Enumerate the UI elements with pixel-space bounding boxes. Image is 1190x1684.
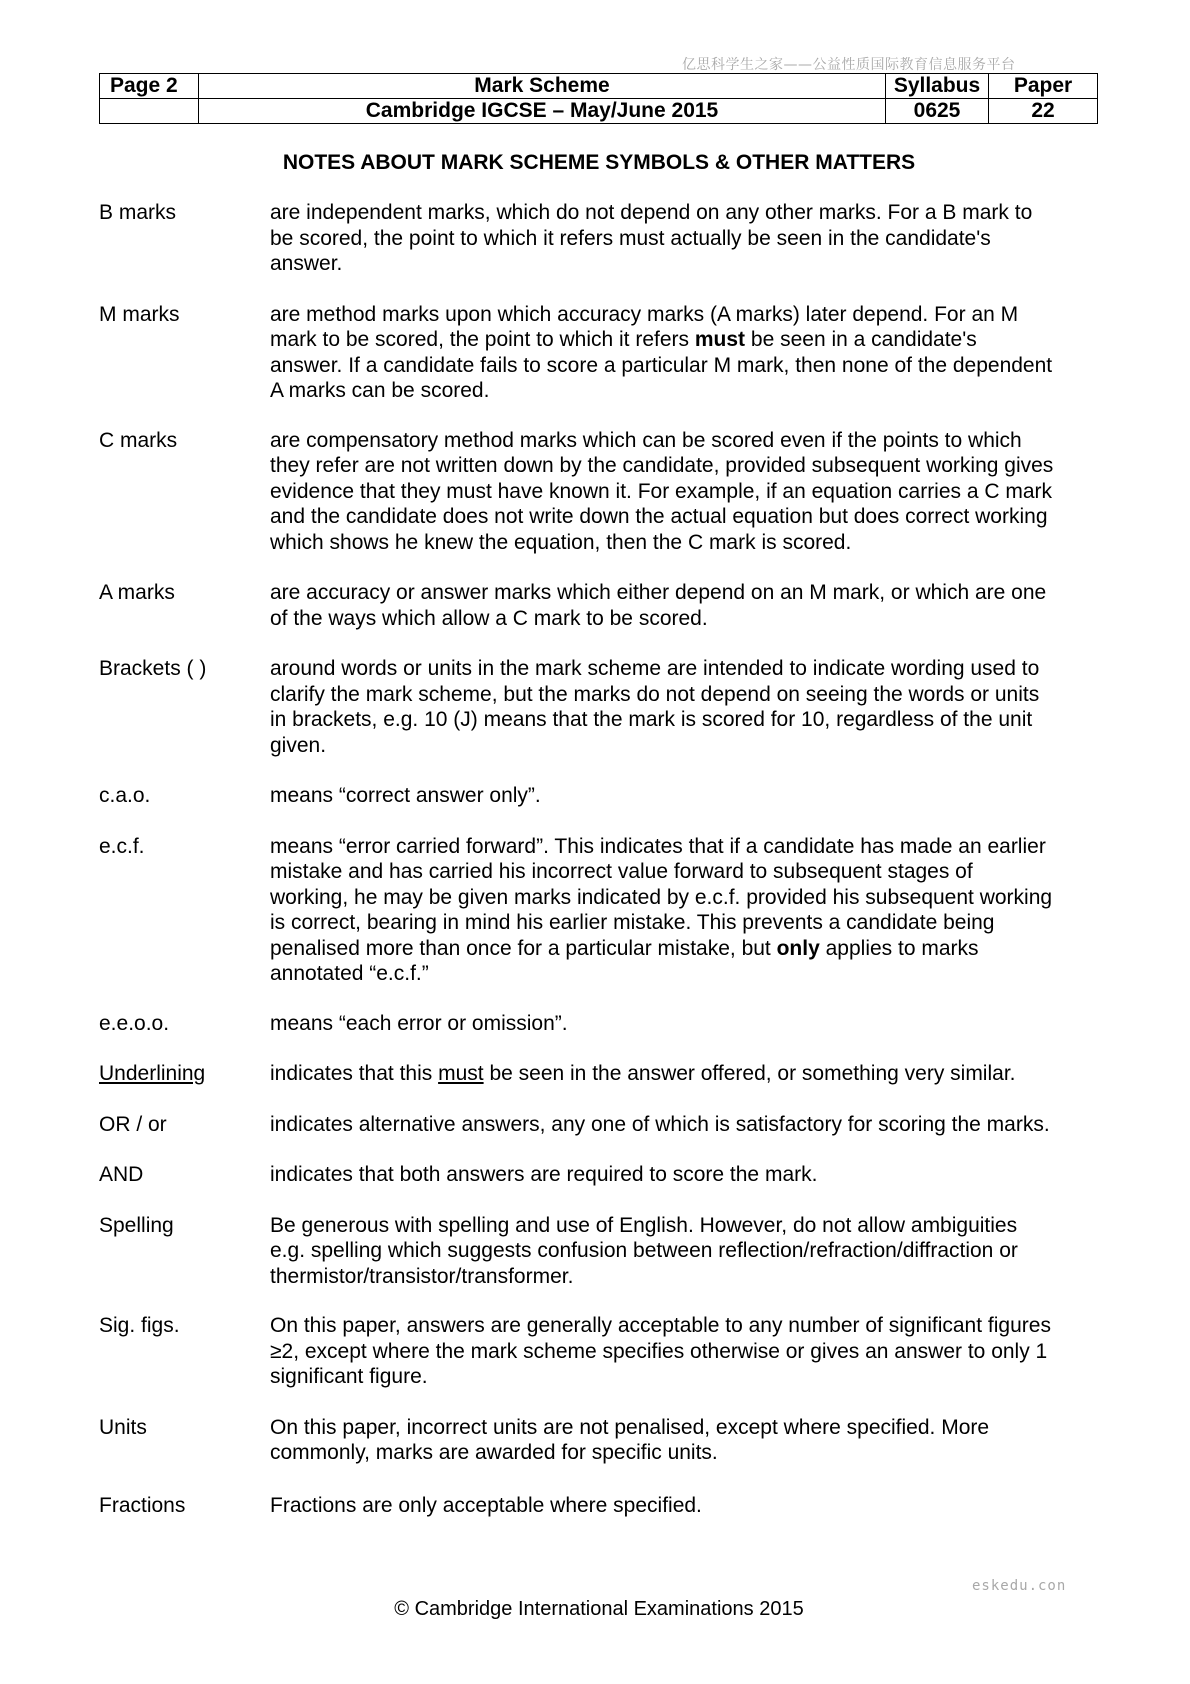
note-description bbox=[270, 1061, 1100, 1087]
note-description bbox=[270, 428, 1100, 556]
note-sig-figs bbox=[99, 1313, 1099, 1390]
note-b-marks bbox=[99, 200, 1099, 277]
note-description bbox=[270, 1162, 1100, 1188]
page-number: Page 2 bbox=[100, 74, 199, 99]
note-text: penalised more than once for a particular mistake, but bbox=[270, 936, 777, 960]
note-line: of the ways which allow a C mark to be scored. bbox=[270, 606, 708, 630]
note-line: means “each error or omission”. bbox=[270, 1011, 568, 1035]
paper-number: 22 bbox=[989, 99, 1098, 124]
note-underlining bbox=[99, 1061, 1099, 1087]
emphasis-must: must bbox=[694, 328, 746, 351]
note-term: Fractions bbox=[99, 1493, 186, 1517]
note-line: answer. bbox=[270, 252, 343, 275]
note-line: On this paper, incorrect units are not penalised, except where specified. More bbox=[270, 1415, 990, 1439]
note-units bbox=[99, 1415, 1099, 1466]
note-line: are independent marks, which do not depend on any other marks. For a B mark to bbox=[270, 201, 1033, 224]
notes-list bbox=[99, 200, 1099, 1517]
note-spelling bbox=[99, 1213, 1099, 1290]
note-line bbox=[270, 936, 1100, 962]
note-c-marks bbox=[99, 428, 1099, 556]
note-text: applies to marks bbox=[819, 936, 979, 960]
note-line: clarify the mark scheme, but the marks do not depend on seeing the words or units bbox=[270, 682, 1040, 706]
note-text: be seen in a candidate's bbox=[745, 328, 977, 351]
note-line: A marks can be scored. bbox=[270, 379, 490, 402]
note-line: indicates alternative answers, any one of which is satisfactory for scoring the marks. bbox=[270, 1112, 1050, 1136]
note-term: Units bbox=[99, 1415, 147, 1439]
watermark-bottom: eskedu.con bbox=[972, 1578, 1067, 1594]
note-line: which shows he knew the equation, then the C mark is scored. bbox=[270, 530, 852, 554]
note-term: C marks bbox=[99, 428, 178, 452]
note-term: Underlining bbox=[99, 1062, 206, 1085]
note-or bbox=[99, 1112, 1099, 1138]
header-title: Mark Scheme bbox=[199, 74, 886, 99]
note-term: M marks bbox=[99, 302, 180, 326]
note-line: ≥2, except where the mark scheme specifies otherwise or gives an answer to only 1 bbox=[270, 1339, 1048, 1363]
note-line: indicates that both answers are required to score the mark. bbox=[270, 1163, 818, 1186]
note-description bbox=[270, 1493, 1100, 1519]
header-table bbox=[99, 73, 1098, 124]
note-line: in brackets, e.g. 10 (J) means that the mark is scored for 10, regardless of the unit bbox=[270, 708, 1033, 731]
note-line: significant figure. bbox=[270, 1365, 428, 1388]
note-description bbox=[270, 1112, 1100, 1138]
note-description bbox=[270, 580, 1100, 631]
copyright-footer: © Cambridge International Examinations 2015 bbox=[394, 1598, 804, 1620]
note-text: mark to be scored, the point to which it refers bbox=[270, 328, 695, 351]
note-eeoo bbox=[99, 1011, 1099, 1037]
note-line: are method marks upon which accuracy marks (A marks) later depend. For an M bbox=[270, 302, 1019, 326]
note-line: are compensatory method marks which can be scored even if the points to which bbox=[270, 428, 1022, 452]
note-line: thermistor/transistor/transformer. bbox=[270, 1264, 574, 1288]
note-description bbox=[270, 302, 1100, 404]
note-line bbox=[270, 1061, 1100, 1087]
emphasis-must: must bbox=[438, 1062, 484, 1085]
note-brackets bbox=[99, 656, 1099, 758]
note-line: means “error carried forward”. This indicates that if a candidate has made an earlier bbox=[270, 834, 1046, 858]
note-description bbox=[270, 834, 1100, 987]
note-term: Sig. figs. bbox=[99, 1314, 180, 1337]
note-description bbox=[270, 656, 1100, 758]
note-line: is correct, bearing in mind his earlier mistake. This prevents a candidate being bbox=[270, 911, 995, 934]
note-line: and the candidate does not write down the actual equation but does correct working bbox=[270, 505, 1048, 528]
watermark-top: 亿思科学生之家——公益性质国际教育信息服务平台 bbox=[682, 57, 1016, 73]
note-description bbox=[270, 200, 1100, 277]
note-line: mistake and has carried his incorrect value forward to subsequent stages of bbox=[270, 860, 973, 883]
note-line: evidence that they must have known it. For example, if an equation carries a C mark bbox=[270, 479, 1053, 503]
note-text: indicates that this bbox=[270, 1062, 439, 1085]
paper-label: Paper bbox=[989, 74, 1098, 99]
note-term: Spelling bbox=[99, 1213, 174, 1237]
note-line: are accuracy or answer marks which either depend on an M mark, or which are one bbox=[270, 581, 1047, 604]
syllabus-label: Syllabus bbox=[886, 74, 989, 99]
note-description bbox=[270, 1415, 1100, 1466]
note-line: annotated “e.c.f.” bbox=[270, 962, 429, 985]
syllabus-code: 0625 bbox=[886, 99, 989, 124]
note-m-marks bbox=[99, 302, 1099, 404]
note-line: working, he may be given marks indicated by e.c.f. provided his subsequent working bbox=[270, 885, 1053, 909]
note-line: Fractions are only acceptable where specified. bbox=[270, 1493, 702, 1517]
note-line: Be generous with spelling and use of English. However, do not allow ambiguities bbox=[270, 1213, 1018, 1237]
header-empty-cell bbox=[100, 99, 199, 124]
note-line: commonly, marks are awarded for specific units. bbox=[270, 1441, 718, 1464]
note-line: be scored, the point to which it refers must actually be seen in the candidate's bbox=[270, 226, 991, 250]
note-term: B marks bbox=[99, 201, 177, 224]
note-line: means “correct answer only”. bbox=[270, 784, 541, 807]
note-description bbox=[270, 783, 1100, 809]
note-term: AND bbox=[99, 1163, 144, 1186]
header-subtitle: Cambridge IGCSE – May/June 2015 bbox=[199, 99, 886, 124]
note-term: Brackets ( ) bbox=[99, 657, 207, 680]
note-ecf bbox=[99, 834, 1099, 987]
note-and bbox=[99, 1162, 1099, 1188]
note-term: e.c.f. bbox=[99, 834, 145, 858]
note-term: c.a.o. bbox=[99, 784, 151, 807]
note-line: given. bbox=[270, 733, 327, 757]
emphasis-only: only bbox=[776, 936, 820, 960]
note-text: be seen in the answer offered, or something very similar. bbox=[483, 1062, 1016, 1085]
note-line: around words or units in the mark scheme are intended to indicate wording used to bbox=[270, 657, 1040, 680]
note-description bbox=[270, 1313, 1100, 1390]
note-term: OR / or bbox=[99, 1112, 167, 1136]
note-line: e.g. spelling which suggests confusion between reflection/refraction/diffraction or bbox=[270, 1239, 1018, 1262]
note-description bbox=[270, 1011, 1100, 1037]
note-term: e.e.o.o. bbox=[99, 1011, 170, 1035]
note-fractions bbox=[99, 1493, 1099, 1519]
note-line: they refer are not written down by the candidate, provided subsequent working gives bbox=[270, 454, 1054, 477]
note-a-marks bbox=[99, 580, 1099, 631]
note-line: On this paper, answers are generally acceptable to any number of significant figures bbox=[270, 1314, 1051, 1337]
notes-title: NOTES ABOUT MARK SCHEME SYMBOLS & OTHER MATTERS bbox=[282, 151, 916, 174]
note-line bbox=[270, 327, 1100, 353]
note-description bbox=[270, 1213, 1100, 1290]
note-line: answer. If a candidate fails to score a particular M mark, then none of the dependent bbox=[270, 353, 1053, 377]
note-cao bbox=[99, 783, 1099, 809]
note-term: A marks bbox=[99, 581, 175, 604]
